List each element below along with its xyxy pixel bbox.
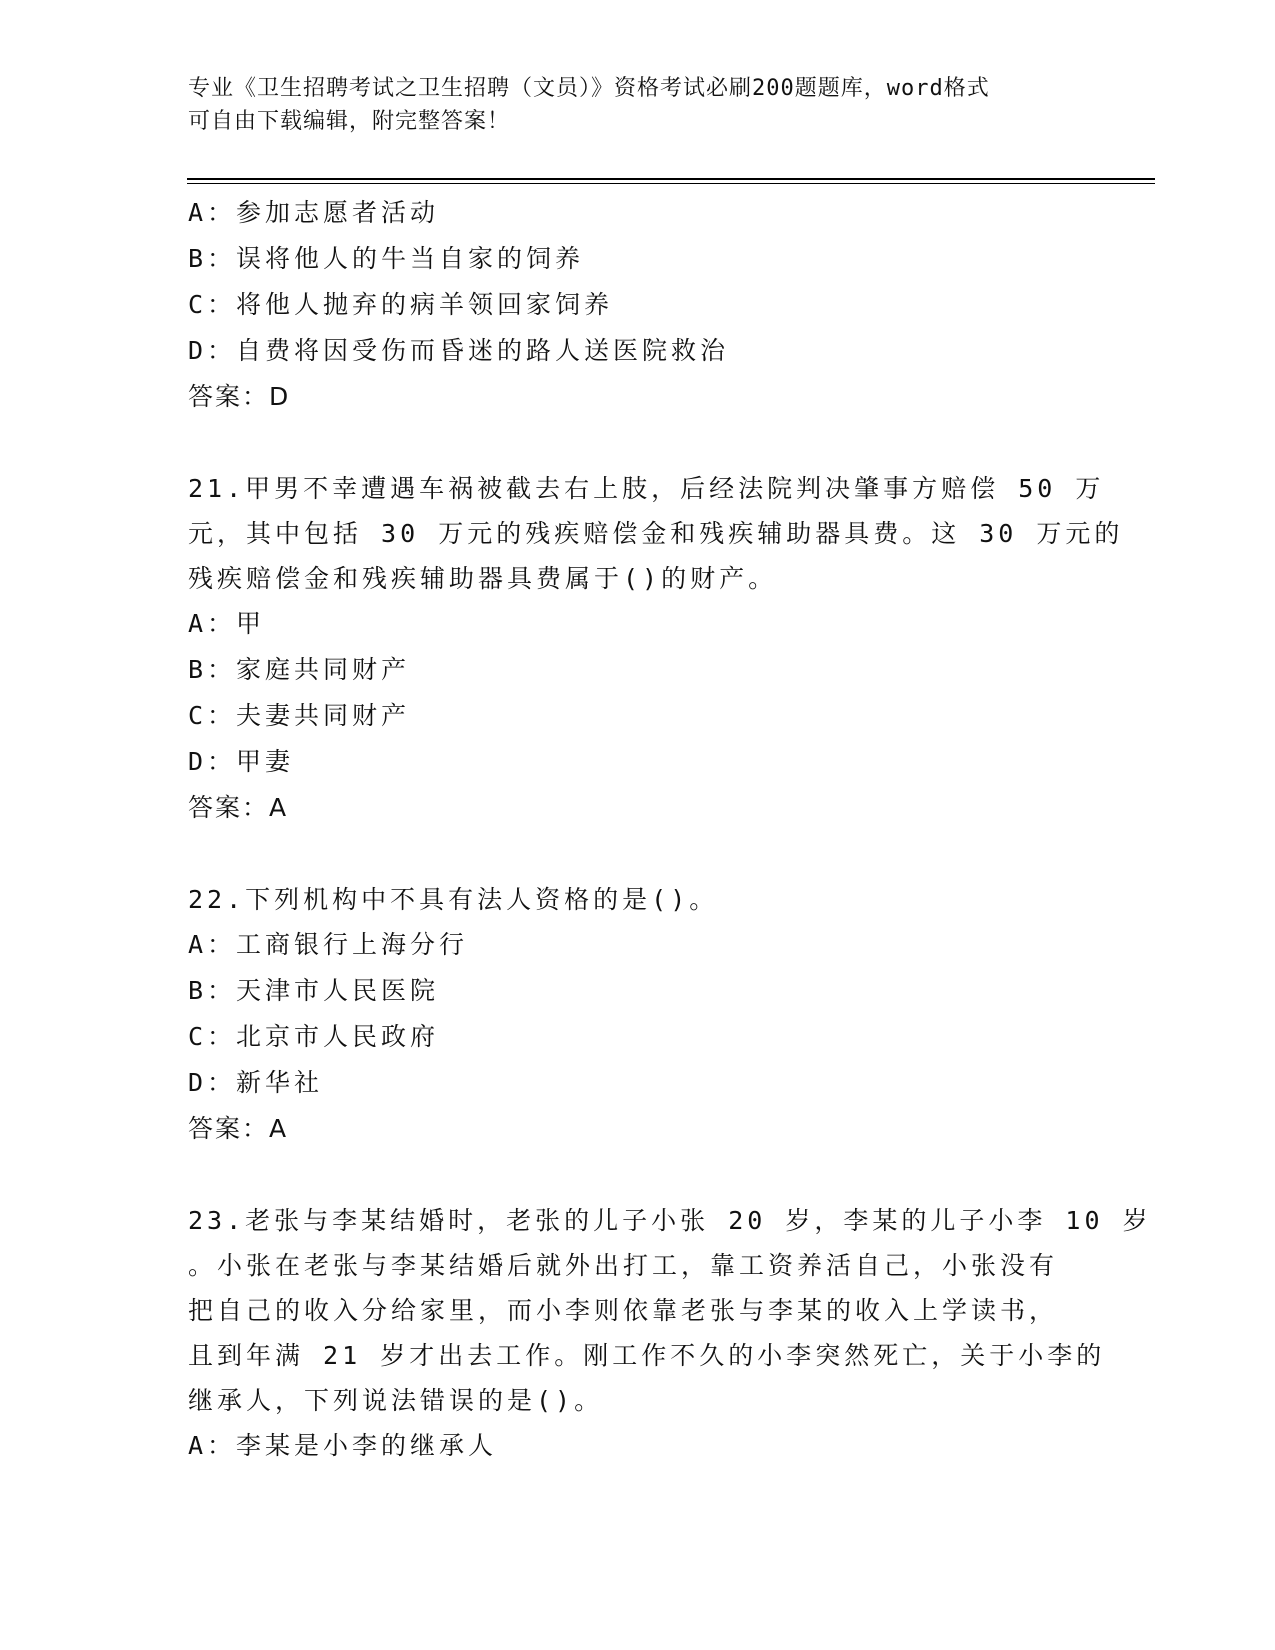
question-stem-line: 把自己的收入分给家里，而小李则依靠老张与李某的收入上学读书，: [188, 1296, 1059, 1325]
option-d: D：自费将因受伤而昏迷的路人送医院救治: [188, 336, 730, 365]
option-c: C：夫妻共同财产: [188, 701, 411, 730]
question-stem-line: 。小张在老张与李某结婚后就外出打工，靠工资养活自己，小张没有: [188, 1251, 1059, 1280]
header-title-line-2: 可自由下载编辑，附完整答案！: [188, 109, 511, 134]
spacer: [188, 420, 1088, 466]
document-header: [188, 72, 1068, 138]
header-title-line-1: 专业《卫生招聘考试之卫生招聘（文员）》资格考试必刷200题题库，word格式: [188, 76, 990, 101]
question-block-23: [188, 1198, 1152, 1469]
option-b: B：天津市人民医院: [188, 976, 440, 1005]
question-stem-line: 元，其中包括 30 万元的残疾赔偿金和残疾辅助器具费。这 30 万元的: [188, 519, 1124, 548]
question-stem-line: 继承人，下列说法错误的是()。: [188, 1386, 604, 1415]
header-divider-thin: [187, 183, 1155, 184]
option-a: A：李某是小李的继承人: [188, 1431, 498, 1460]
option-d: D：新华社: [188, 1068, 324, 1097]
question-stem-line: 21.甲男不幸遭遇车祸被截去右上肢，后经法院判决肇事方赔偿 50 万: [188, 474, 1105, 503]
question-stem-line: 残疾赔偿金和残疾辅助器具费属于()的财产。: [188, 564, 778, 593]
question-stem-line: 23.老张与李某结婚时，老张的儿子小张 20 岁，李某的儿子小李 10 岁: [188, 1206, 1152, 1235]
question-stem-line: 且到年满 21 岁才出去工作。刚工作不久的小李突然死亡，关于小李的: [188, 1341, 1106, 1370]
question-block-21: [188, 466, 1124, 831]
option-a: A：工商银行上海分行: [188, 930, 469, 959]
option-b: B：误将他人的牛当自家的饲养: [188, 244, 585, 273]
option-b: B：家庭共同财产: [188, 655, 411, 684]
answer-line: 答案：D: [188, 382, 291, 411]
spacer: [188, 831, 1088, 877]
question-block-20: [188, 190, 1088, 420]
answer-line: 答案：A: [188, 793, 289, 822]
header-divider-thick: [187, 178, 1155, 180]
option-a: A：参加志愿者活动: [188, 198, 440, 227]
option-c: C：北京市人民政府: [188, 1022, 440, 1051]
question-block-22: [188, 877, 1088, 1152]
option-a: A：甲: [188, 609, 266, 638]
answer-line: 答案：A: [188, 1114, 289, 1143]
question-stem-line: 22.下列机构中不具有法人资格的是()。: [188, 885, 719, 914]
spacer: [188, 1152, 1088, 1198]
option-c: C：将他人抛弃的病羊领回家饲养: [188, 290, 614, 319]
option-d: D：甲妻: [188, 747, 295, 776]
question-content: [188, 190, 1152, 1469]
